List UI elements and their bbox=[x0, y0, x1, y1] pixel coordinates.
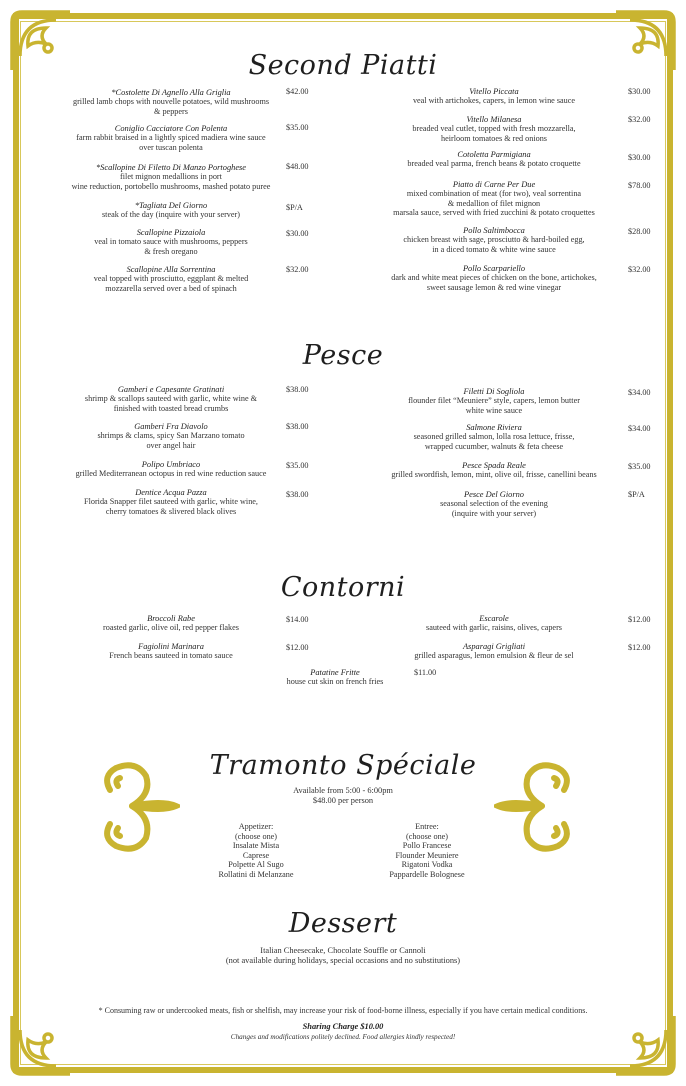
menu-item: Gamberi e Capesante Gratinati shrimp & scallops sauteed with garlic, white wine & finished with toasted bread crumbs bbox=[84, 385, 258, 413]
menu-item-price: $30.00 bbox=[628, 87, 651, 96]
menu-item-price: $38.00 bbox=[286, 385, 309, 394]
menu-item-price: $14.00 bbox=[286, 615, 309, 624]
menu-item: Piatto di Carne Per Due mixed combination of meat (for two), veal sorrentina & medallion of filet mignon marsala sauce, served with fried zucchini & potato croquettes bbox=[393, 180, 595, 218]
menu-item: *Costolette Di Agnello Alla Griglia grilled lamb chops with nouvelle potatoes, wild mushrooms & peppers bbox=[72, 88, 270, 116]
menu-item: Broccoli Rabe roasted garlic, olive oil, red pepper flakes bbox=[103, 614, 239, 633]
menu-item: Patatine Fritte house cut skin on french fries bbox=[286, 668, 384, 687]
sharing-charge: Sharing Charge $10.00 bbox=[302, 1022, 384, 1031]
menu-item: Pesce Spada Reale grilled swordfish, lemon, mint, olive oil, frisse, canellini beans bbox=[391, 461, 597, 480]
menu-item-price: $35.00 bbox=[286, 461, 309, 470]
menu-item: Gamberi Fra Diavolo shrimps & clams, spicy San Marzano tomato over angel hair bbox=[97, 422, 245, 450]
section-title-dessert: Dessert bbox=[288, 908, 398, 939]
menu-item: *Scallopine Di Filetto Di Manzo Portoghese filet mignon medallions in port wine reduction, portobello mushrooms, mashed potato puree bbox=[71, 163, 271, 191]
menu-item-price: $34.00 bbox=[628, 388, 651, 397]
menu-item: Vitello Piccata veal with artichokes, capers, in lemon wine sauce bbox=[412, 87, 576, 106]
menu-item-price: $32.00 bbox=[628, 115, 651, 124]
menu-item: Pesce Del Giorno seasonal selection of the evening (inquire with your server) bbox=[440, 490, 548, 518]
menu-item: Polipo Umbriaco grilled Mediterranean octopus in red wine reduction sauce bbox=[75, 460, 267, 479]
menu-item-price: $12.00 bbox=[628, 615, 651, 624]
speciale-availability: Available from 5:00 - 6:00pm bbox=[293, 786, 393, 795]
dessert-note: (not available during holidays, special occasions and no substitutions) bbox=[225, 956, 461, 965]
section-title-secondi: Second Piatti bbox=[248, 50, 438, 81]
dessert-items: Italian Cheesecake, Chocolate Souffle or Cannoli bbox=[260, 946, 426, 955]
menu-item: *Tagliata Del Giorno steak of the day (inquire with your server) bbox=[101, 201, 240, 220]
menu-item-price: $38.00 bbox=[286, 490, 309, 499]
menu-item: Asparagi Grigliati grilled asparagus, lemon emulsion & fleur de sel bbox=[414, 642, 574, 661]
menu-item-price: $78.00 bbox=[628, 181, 651, 190]
menu-item-price: $32.00 bbox=[628, 265, 651, 274]
menu-item-price: $32.00 bbox=[286, 265, 309, 274]
menu-item-price: $38.00 bbox=[286, 422, 309, 431]
menu-item: Coniglio Cacciatore Con Polenta farm rabbit braised in a lightly spiced madiera wine sauce over tuscan polenta bbox=[76, 124, 266, 152]
menu-item-price: $12.00 bbox=[286, 643, 309, 652]
speciale-appetizer-list: Appetizer: (choose one) Insalate Mista Caprese Polpette Al Sugo Rollatini di Melanzane bbox=[218, 822, 294, 879]
corner-flourish-icon bbox=[6, 1010, 76, 1080]
menu-item-price: $28.00 bbox=[628, 227, 651, 236]
menu-item: Cotoletta Parmigiana breaded veal parma, french beans & potato croquette bbox=[407, 150, 581, 169]
menu-item: Scallopine Alla Sorrentina veal topped with prosciutto, eggplant & melted mozzarella served over a bed of spinach bbox=[93, 265, 249, 293]
menu-item: Vitello Milanesa breaded veal cutlet, topped with fresh mozzarella, heirloom tomatoes & red onions bbox=[412, 115, 576, 143]
menu-item-price: $35.00 bbox=[286, 123, 309, 132]
menu-item-price: $12.00 bbox=[628, 643, 651, 652]
modifications-note: Changes and modifications politely declined. Food allergies kindly respected! bbox=[230, 1033, 456, 1041]
menu-item: Dentice Acqua Pazza Florida Snapper filet sauteed with garlic, white wine, cherry tomatoes & slivered black olives bbox=[84, 488, 258, 516]
menu-item-price: $11.00 bbox=[414, 668, 437, 677]
menu-item: Scallopine Pizzaiola veal in tomato sauce with mushrooms, peppers & fresh oregano bbox=[94, 228, 248, 256]
speciale-entree-list: Entree: (choose one) Pollo Francese Flounder Meuniere Rigatoni Vodka Pappardelle Bolognese bbox=[389, 822, 465, 879]
section-title-speciale: Tramonto Spéciale bbox=[209, 750, 477, 781]
menu-item-price: $P/A bbox=[628, 490, 645, 499]
menu-item: Fagiolini Marinara French beans sauteed in tomato sauce bbox=[109, 642, 233, 661]
menu-item: Salmone Riviera seasoned grilled salmon, lolla rosa lettuce, frisse, wrapped cucumber, walnuts & feta cheese bbox=[413, 423, 575, 451]
menu-item: Filetti Di Sogliola flounder filet “Meuniere” style, capers, lemon butter white wine sauce bbox=[408, 387, 580, 415]
menu-item-price: $30.00 bbox=[628, 153, 651, 162]
menu-item-price: $30.00 bbox=[286, 229, 309, 238]
food-safety-warning: * Consuming raw or undercooked meats, fish or shelfish, may increase your risk of food-borne illness, especially if you have certain medical conditions. bbox=[98, 1006, 588, 1015]
menu-item: Escarole sauteed with garlic, raisins, olives, capers bbox=[426, 614, 562, 633]
menu-item-price: $P/A bbox=[286, 203, 303, 212]
menu-item-price: $48.00 bbox=[286, 162, 309, 171]
menu-item-price: $42.00 bbox=[286, 87, 309, 96]
menu-item: Pollo Scarpariello dark and white meat pieces of chicken on the bone, artichokes, sweet sausage lemon & red wine vinegar bbox=[391, 264, 597, 292]
corner-flourish-icon bbox=[610, 1010, 680, 1080]
menu-item-price: $34.00 bbox=[628, 424, 651, 433]
speciale-price: $48.00 per person bbox=[312, 796, 374, 805]
section-title-contorni: Contorni bbox=[280, 572, 406, 603]
section-title-pesce: Pesce bbox=[302, 340, 384, 371]
menu-item: Pollo Saltimbocca chicken breast with sage, prosciutto & hard-boiled egg, in a diced tomato & white wine sauce bbox=[403, 226, 585, 254]
menu-item-price: $35.00 bbox=[628, 462, 651, 471]
